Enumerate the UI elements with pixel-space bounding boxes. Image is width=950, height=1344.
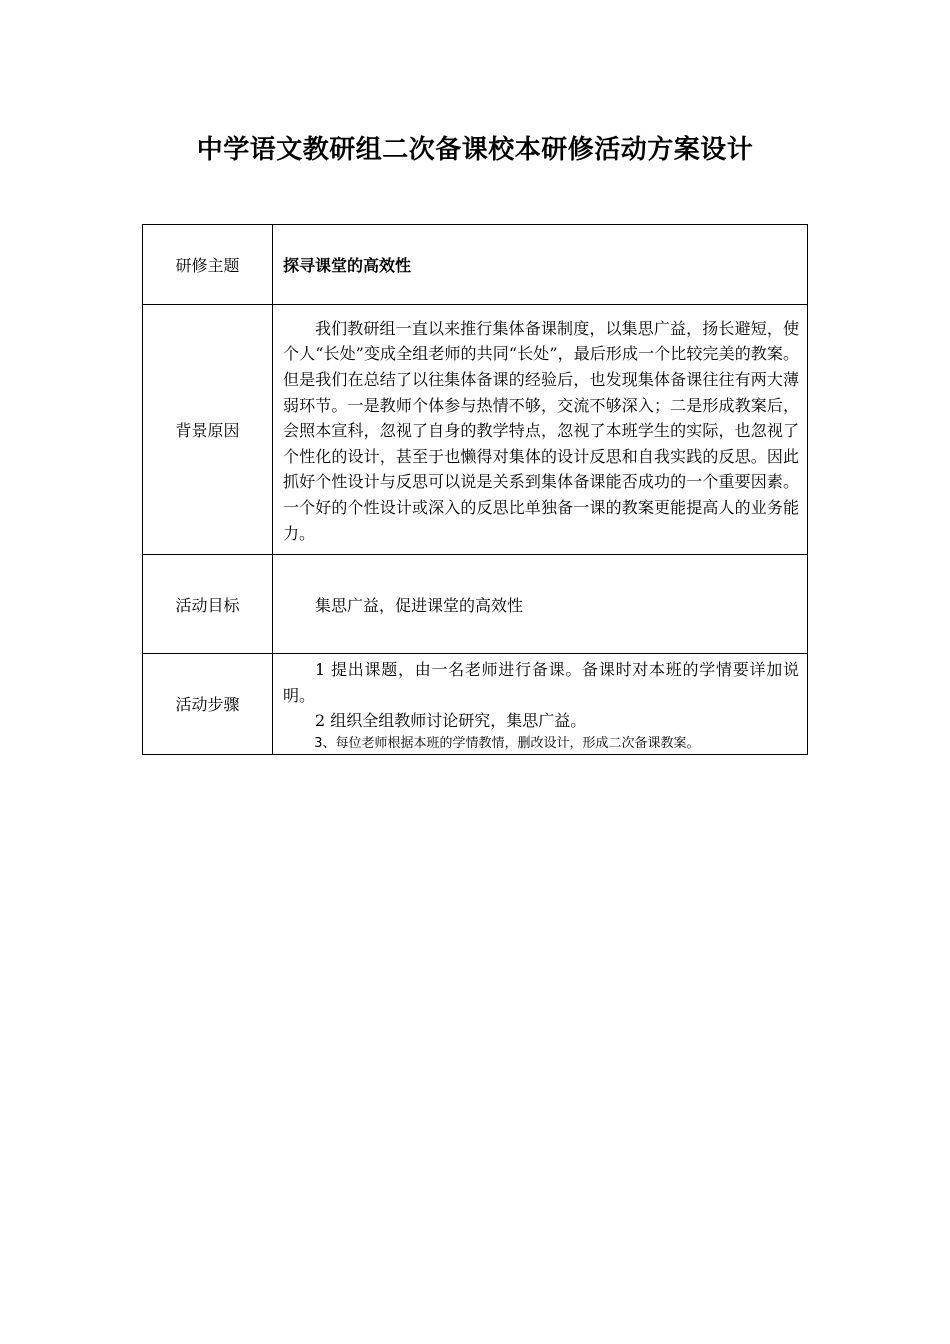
goal-text: 集思广益，促进课堂的高效性: [315, 595, 524, 615]
goal-cell: [273, 555, 808, 654]
theme-value: 探寻课堂的高效性: [273, 225, 808, 305]
table-row-goal: [143, 555, 808, 654]
steps-cell: [273, 654, 808, 755]
step-item-2: 2 组织全组教师讨论研究，集思广益。: [315, 711, 587, 731]
activity-plan-table: [142, 224, 808, 755]
background-label: 背景原因: [143, 305, 273, 555]
step-item-3: 3、每位老师根据本班的学情教情，删改设计，形成二次备课教案。: [314, 735, 700, 751]
table-row-theme: [143, 225, 808, 305]
document-title: 中学语文教研组二次备课校本研修活动方案设计: [196, 135, 754, 165]
steps-label: 活动步骤: [143, 654, 273, 755]
background-cell: [273, 305, 808, 555]
table-row-steps: [143, 654, 808, 755]
background-text: 我们教研组一直以来推行集体备课制度，以集思广益，扬长避短，使个人“长处”变成全组老师的共同“长处”，最后形成一个比较完美的教案。但是我们在总结了以往集体备课的经验后，也发现集体备课往往有两大薄弱环节。一是教师个体参与热情不够，交流不够深入；二是形成教案后，会照本宣科，忽视了自身的教学特点，忽视了本班学生的实际，也忽视了个性化的设计，甚至于也懒得对集体的设计反思和自我实践的反思。因此抓好个性设计与反思可以说是关系到集体备课能否成功的一个重要因素。一个好的个性设计或深入的反思比单独备一课的教案更能提高人的业务能力。: [283, 318, 799, 543]
theme-label: 研修主题: [143, 225, 273, 305]
table-row-background: [143, 305, 808, 555]
step-item-1: 1 提出课题，由一名老师进行备课。备课时对本班的学情要详加说明。: [283, 660, 799, 705]
goal-label: 活动目标: [143, 555, 273, 654]
